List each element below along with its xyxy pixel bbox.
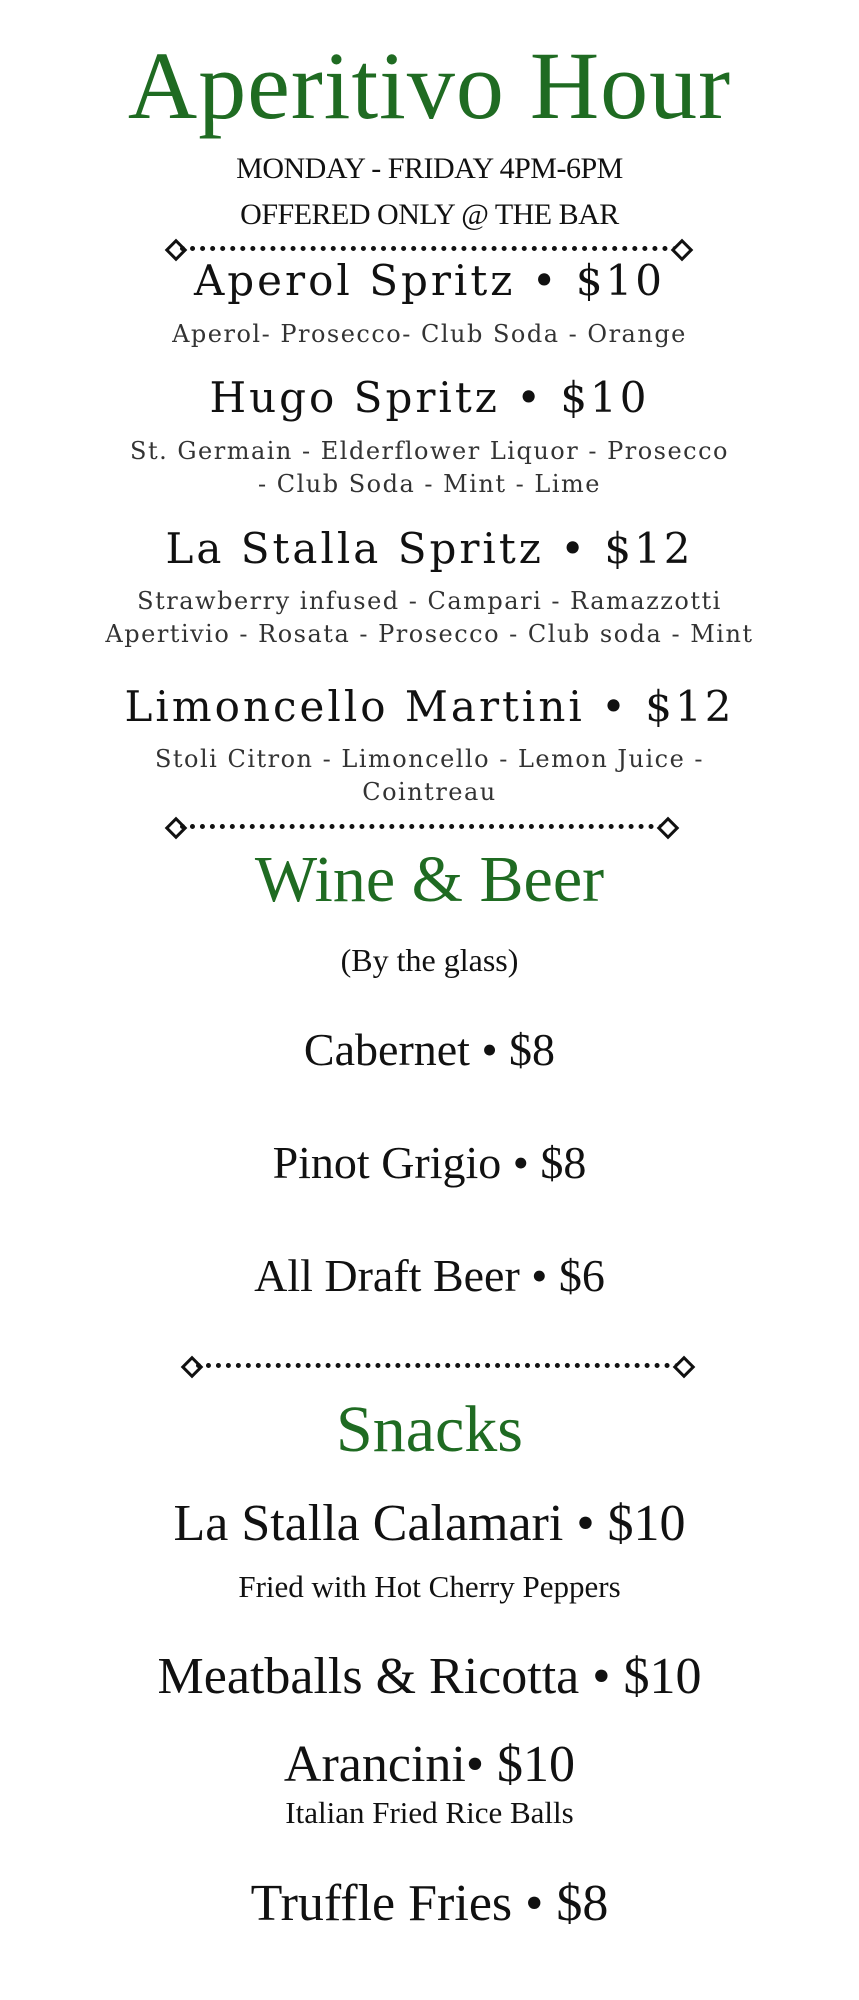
bar-only-line: OFFERED ONLY @ THE BAR <box>240 198 619 231</box>
cocktail-item-ingredients: St. Germain - Elderflower Liquor - Prosecco <box>130 437 729 465</box>
cocktail-item-name: Hugo Spritz • $10 <box>209 373 650 422</box>
diamond-ornament-icon <box>673 1356 696 1379</box>
cocktail-item-ingredients: Stoli Citron - Limoncello - Lemon Juice - <box>154 745 705 773</box>
hours-line: MONDAY - FRIDAY 4PM-6PM <box>236 152 623 185</box>
diamond-ornament-icon <box>657 817 680 840</box>
snack-item-name: Truffle Fries • $8 <box>250 1875 609 1932</box>
section-title-snacks: Snacks <box>336 1393 523 1466</box>
cocktail-item-name: Limoncello Martini • $12 <box>124 682 735 731</box>
snack-item-name: La Stalla Calamari • $10 <box>173 1495 686 1552</box>
snack-item-name: Meatballs & Ricotta • $10 <box>157 1648 702 1705</box>
snack-item-name: Arancini• $10 <box>283 1736 576 1793</box>
beer-item: All Draft Beer • $6 <box>254 1250 605 1301</box>
snack-item-description: Italian Fried Rice Balls <box>285 1795 574 1830</box>
cocktail-item-ingredients: Cointreau <box>362 778 497 806</box>
dotted-divider <box>168 817 676 837</box>
cocktail-item-ingredients: Apertivio - Rosata - Prosecco - Club soda - Mint <box>105 620 754 648</box>
wine-item: Pinot Grigio • $8 <box>272 1137 587 1188</box>
wine-item: Cabernet • $8 <box>303 1024 556 1075</box>
cocktail-item-name: Aperol Spritz • $10 <box>193 256 666 305</box>
cocktail-item-ingredients: - Club Soda - Mint - Lime <box>258 470 601 498</box>
cocktail-item-ingredients: Aperol- Prosecco- Club Soda - Orange <box>172 320 687 348</box>
menu-title: Aperitivo Hour <box>127 32 732 139</box>
dotted-divider <box>184 1356 692 1376</box>
snack-item-description: Fried with Hot Cherry Peppers <box>238 1569 621 1604</box>
section-title-wine-beer: Wine & Beer <box>254 843 605 916</box>
cocktail-item-name: La Stalla Spritz • $12 <box>165 524 694 573</box>
by-the-glass-note: (By the glass) <box>340 942 519 978</box>
cocktail-item-ingredients: Strawberry infused - Campari - Ramazzotti <box>137 587 722 615</box>
